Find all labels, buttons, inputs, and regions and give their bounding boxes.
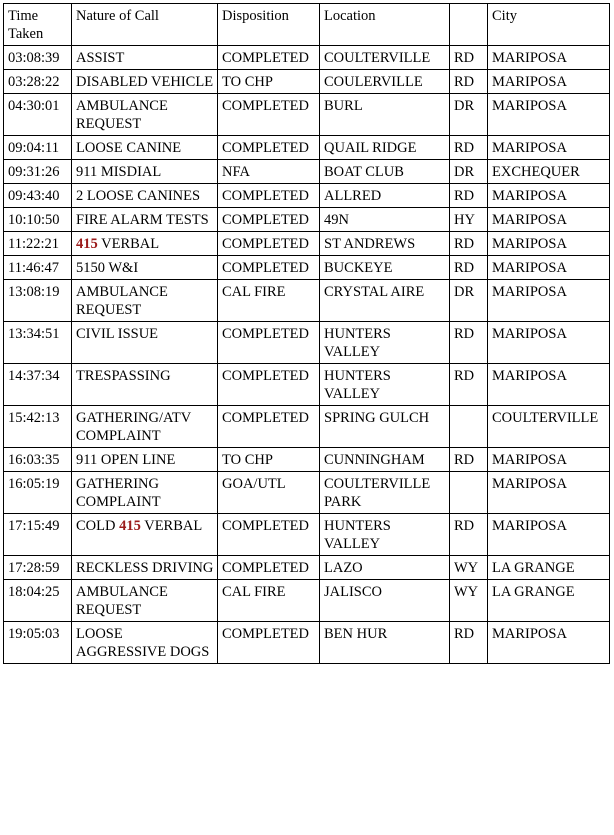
cell-nature-of-call: LOOSE AGGRESSIVE DOGS [72,622,218,664]
cell-time-taken: 04:30:01 [4,94,72,136]
header-location: Location [320,4,450,46]
nature-prefix-text: COLD [76,518,120,534]
table-row [4,556,610,580]
cell-time-taken: 09:04:11 [4,136,72,160]
cell-location: HUNTERS VALLEY [320,514,450,556]
cell-time-taken: 17:28:59 [4,556,72,580]
cell-location: COULERVILLE [320,70,450,94]
cell-time-taken: 17:15:49 [4,514,72,556]
nature-suffix-text: VERBAL [140,518,203,534]
cell-time-taken: 19:05:03 [4,622,72,664]
table-row [4,208,610,232]
cell-city: MARIPOSA [488,622,610,664]
cell-city: MARIPOSA [488,256,610,280]
cell-city: EXCHEQUER [488,160,610,184]
cell-disposition: TO CHP [218,70,320,94]
cell-time-taken: 11:46:47 [4,256,72,280]
cell-nature-of-call: LOOSE CANINE [72,136,218,160]
cell-disposition: COMPLETED [218,556,320,580]
cell-nature-of-call [72,232,218,256]
cell-street-suffix: RD [450,136,488,160]
cell-time-taken: 18:04:25 [4,580,72,622]
cell-city: MARIPOSA [488,184,610,208]
cell-street-suffix: RD [450,256,488,280]
table-row [4,580,610,622]
table-row [4,46,610,70]
cell-city: MARIPOSA [488,136,610,160]
cell-city: MARIPOSA [488,94,610,136]
cell-location: ALLRED [320,184,450,208]
cell-city: LA GRANGE [488,556,610,580]
cell-street-suffix [450,472,488,514]
table-row [4,136,610,160]
cell-city: MARIPOSA [488,70,610,94]
table-row [4,514,610,556]
cell-disposition: CAL FIRE [218,280,320,322]
cell-street-suffix: RD [450,514,488,556]
cell-nature-of-call: CIVIL ISSUE [72,322,218,364]
table-row [4,280,610,322]
header-street-suffix [450,4,488,46]
cell-street-suffix: RD [450,448,488,472]
cell-disposition: COMPLETED [218,622,320,664]
table-row [4,622,610,664]
cell-location: BOAT CLUB [320,160,450,184]
cell-disposition: COMPLETED [218,232,320,256]
cell-time-taken: 15:42:13 [4,406,72,448]
cell-location: COULTERVILLE [320,46,450,70]
header-nature-of-call: Nature of Call [72,4,218,46]
cell-nature-of-call: RECKLESS DRIVING [72,556,218,580]
cell-street-suffix: HY [450,208,488,232]
cell-disposition: NFA [218,160,320,184]
nature-suffix-text: VERBAL [97,236,160,252]
cell-nature-of-call: 5150 W&I [72,256,218,280]
table-row [4,256,610,280]
cell-nature-of-call: 911 MISDIAL [72,160,218,184]
cell-location: SPRING GULCH [320,406,450,448]
cell-street-suffix: DR [450,94,488,136]
cell-time-taken: 03:28:22 [4,70,72,94]
cell-city: MARIPOSA [488,280,610,322]
table-row [4,160,610,184]
cell-disposition: COMPLETED [218,94,320,136]
cell-street-suffix: WY [450,556,488,580]
table-row [4,472,610,514]
cell-nature-of-call: AMBULANCE REQUEST [72,580,218,622]
cell-location: HUNTERS VALLEY [320,322,450,364]
cell-street-suffix: RD [450,322,488,364]
cell-street-suffix: RD [450,364,488,406]
cell-city: MARIPOSA [488,448,610,472]
cell-city: MARIPOSA [488,232,610,256]
cell-location: BUCKEYE [320,256,450,280]
table-row [4,448,610,472]
table-header [4,4,610,46]
cell-city: MARIPOSA [488,322,610,364]
cell-disposition: COMPLETED [218,364,320,406]
cell-street-suffix: DR [450,280,488,322]
cell-location: JALISCO [320,580,450,622]
cell-nature-of-call: AMBULANCE REQUEST [72,280,218,322]
cell-time-taken: 10:10:50 [4,208,72,232]
table-row [4,232,610,256]
table-row [4,364,610,406]
cell-location: LAZO [320,556,450,580]
cell-nature-of-call: ASSIST [72,46,218,70]
cell-nature-of-call: GATHERING/ATV COMPLAINT [72,406,218,448]
cell-street-suffix: RD [450,622,488,664]
cell-location: 49N [320,208,450,232]
cell-location: QUAIL RIDGE [320,136,450,160]
cell-time-taken: 13:34:51 [4,322,72,364]
cell-city: COULTERVILLE [488,406,610,448]
table-row [4,184,610,208]
cell-street-suffix [450,406,488,448]
table-body [4,46,610,664]
cell-location: BURL [320,94,450,136]
table-row [4,70,610,94]
cell-city: LA GRANGE [488,580,610,622]
cell-nature-of-call: 2 LOOSE CANINES [72,184,218,208]
cell-time-taken: 09:43:40 [4,184,72,208]
cell-city: MARIPOSA [488,46,610,70]
header-row [4,4,610,46]
cell-city: MARIPOSA [488,364,610,406]
cell-city: MARIPOSA [488,208,610,232]
header-city: City [488,4,610,46]
cell-street-suffix: RD [450,232,488,256]
cell-time-taken: 14:37:34 [4,364,72,406]
cell-disposition: COMPLETED [218,46,320,70]
cell-location: BEN HUR [320,622,450,664]
cell-nature-of-call [72,514,218,556]
cell-time-taken: 09:31:26 [4,160,72,184]
cell-disposition: COMPLETED [218,136,320,160]
call-log-table [3,3,610,664]
table-row [4,406,610,448]
cell-disposition: COMPLETED [218,406,320,448]
cell-time-taken: 16:05:19 [4,472,72,514]
cell-time-taken: 11:22:21 [4,232,72,256]
cell-disposition: TO CHP [218,448,320,472]
cell-location: CRYSTAL AIRE [320,280,450,322]
cell-street-suffix: DR [450,160,488,184]
cell-location: CUNNINGHAM [320,448,450,472]
cell-disposition: COMPLETED [218,322,320,364]
cell-street-suffix: RD [450,184,488,208]
cell-street-suffix: WY [450,580,488,622]
cell-nature-of-call: DISABLED VEHICLE [72,70,218,94]
cell-disposition: COMPLETED [218,514,320,556]
cell-location: HUNTERS VALLEY [320,364,450,406]
cell-disposition: COMPLETED [218,208,320,232]
nature-code-highlight: 415 [119,518,141,534]
cell-disposition: GOA/UTL [218,472,320,514]
cell-nature-of-call: AMBULANCE REQUEST [72,94,218,136]
cell-nature-of-call: FIRE ALARM TESTS [72,208,218,232]
cell-city: MARIPOSA [488,514,610,556]
cell-street-suffix: RD [450,70,488,94]
cell-nature-of-call: 911 OPEN LINE [72,448,218,472]
header-time-taken: Time Taken [4,4,72,46]
nature-code-highlight: 415 [76,236,98,252]
cell-nature-of-call: TRESPASSING [72,364,218,406]
cell-location: ST ANDREWS [320,232,450,256]
cell-disposition: COMPLETED [218,256,320,280]
table-row [4,94,610,136]
cell-time-taken: 03:08:39 [4,46,72,70]
table-row [4,322,610,364]
cell-time-taken: 16:03:35 [4,448,72,472]
cell-nature-of-call: GATHERING COMPLAINT [72,472,218,514]
cell-street-suffix: RD [450,46,488,70]
header-disposition: Disposition [218,4,320,46]
cell-disposition: CAL FIRE [218,580,320,622]
cell-city: MARIPOSA [488,472,610,514]
cell-disposition: COMPLETED [218,184,320,208]
cell-time-taken: 13:08:19 [4,280,72,322]
cell-location: COULTERVILLE PARK [320,472,450,514]
